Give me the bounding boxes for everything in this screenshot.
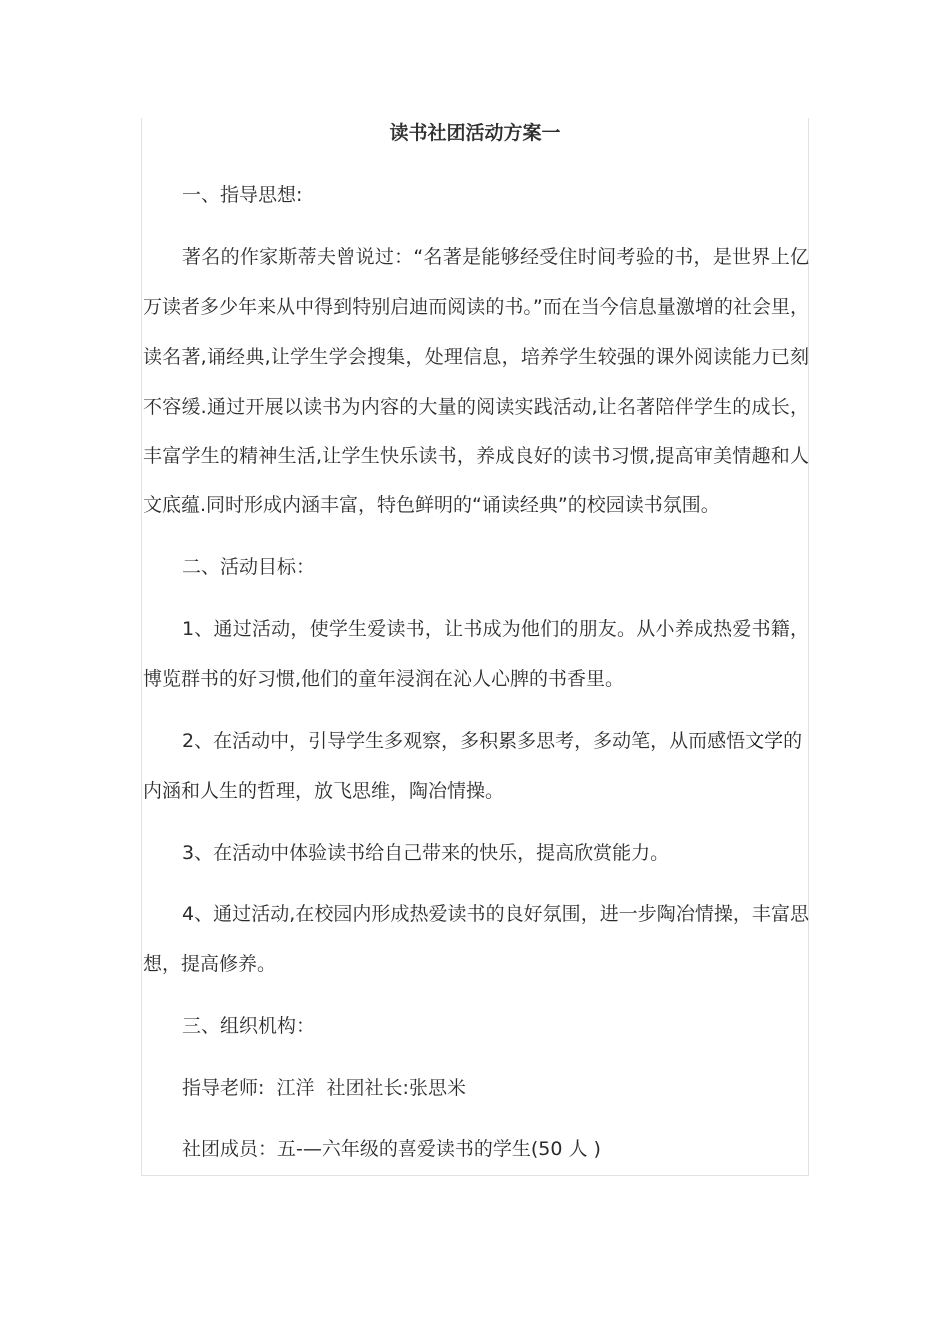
keyword-literature: 文学 bbox=[745, 730, 784, 752]
section-heading-goals: 二、活动目标： bbox=[182, 556, 316, 578]
goal-item-2-suffix: 的 bbox=[783, 730, 803, 752]
section-heading-organization: 三、组织机构： bbox=[182, 1015, 316, 1037]
org-members-line: 社团成员：五-—六年级的喜爱读书的学生(50 人 ) bbox=[182, 1138, 601, 1160]
org-teacher-line: 指导老师: 江洋 社团社长:张思米 bbox=[182, 1077, 466, 1099]
paragraph-line: 丰富学生的精神生活,让学生快乐读书，养成良好的读书习惯,提高审美情趣和人 bbox=[143, 445, 809, 467]
paragraph-line: 万读者多少年来从中得到特别启迪而阅读的书。”而在当今信息量激增的社会里， bbox=[143, 296, 809, 318]
goal-item-2-line: 内涵和人生的哲理，放飞思维，陶冶情操。 bbox=[143, 780, 505, 802]
goal-item-4-line: 想，提高修养。 bbox=[143, 953, 277, 975]
goal-item-4-line: 4、通过活动,在校园内形成热爱读书的良好氛围，进一步陶冶情操，丰富思 bbox=[182, 903, 809, 925]
section-heading-guiding: 一、指导思想: bbox=[182, 184, 303, 206]
goal-item-2-text: 2、在活动中，引导学生多观察，多积累多思考，多动笔，从而感悟 bbox=[182, 730, 746, 752]
goal-item-3: 3、在活动中体验读书给自己带来的快乐，提高欣赏能力。 bbox=[182, 842, 670, 864]
paragraph-line: 不容缓.通过开展以读书为内容的大量的阅读实践活动,让名著陪伴学生的成长， bbox=[143, 396, 809, 418]
paragraph-line: 读名著,诵经典,让学生学会搜集，处理信息，培养学生较强的课外阅读能力已刻 bbox=[143, 346, 809, 368]
goal-item-1-line: 1、通过活动，使学生爱读书，让书成为他们的朋友。从小养成热爱书籍， bbox=[182, 618, 809, 640]
goal-item-1-line: 博览群书的好习惯,他们的童年浸润在沁人心脾的书香里。 bbox=[143, 668, 625, 690]
paragraph-line: 著名的作家斯蒂夫曾说过：“名著是能够经受住时间考验的书，是世界上亿 bbox=[182, 246, 809, 268]
document-title: 读书社团活动方案一 bbox=[389, 122, 561, 144]
paragraph-line: 文底蕴.同时形成内涵丰富，特色鲜明的“诵读经典”的校园读书氛围。 bbox=[143, 494, 720, 516]
goal-item-2-line bbox=[182, 729, 802, 753]
